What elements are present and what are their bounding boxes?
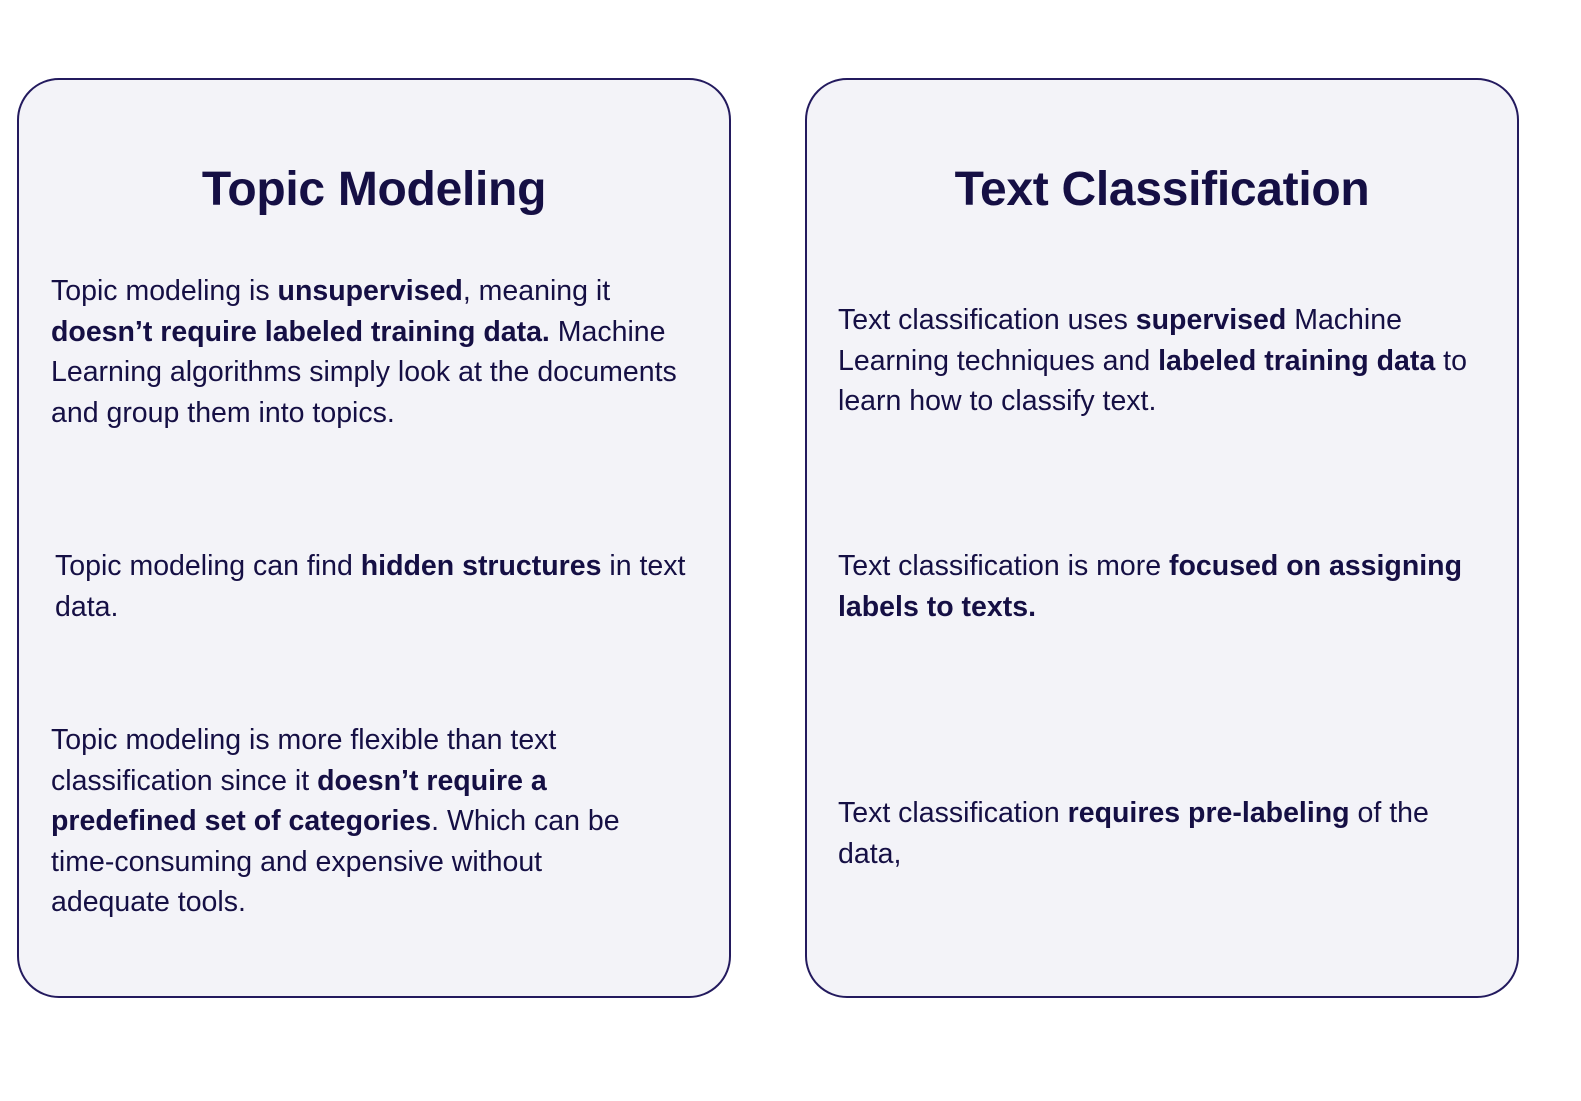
emphasis-run: focused on assigning labels to texts. bbox=[838, 550, 1462, 623]
text-run: Topic modeling can find bbox=[55, 550, 361, 582]
emphasis-run: unsupervised bbox=[277, 275, 463, 307]
emphasis-run: supervised bbox=[1135, 304, 1287, 336]
emphasis-run: hidden structures bbox=[360, 550, 602, 582]
topic-modeling-point-hidden-structures bbox=[55, 546, 705, 627]
text-run: Text classification is more bbox=[838, 550, 1170, 582]
text-run: , meaning it bbox=[462, 275, 611, 307]
text-run: Text classification bbox=[838, 797, 1068, 829]
topic-modeling-title: Topic Modeling bbox=[201, 163, 547, 216]
text-classification-point-focused bbox=[838, 546, 1498, 627]
text-run: in text data. bbox=[55, 550, 686, 623]
text-run: of the data, bbox=[838, 797, 1429, 870]
text-run: Topic modeling is more flexible than text classification since it bbox=[51, 724, 557, 797]
text-run: Text classification uses bbox=[838, 304, 1136, 336]
text-classification-title: Text Classification bbox=[954, 163, 1370, 216]
topic-modeling-card bbox=[17, 78, 731, 998]
text-classification-point-supervised bbox=[838, 300, 1488, 422]
text-classification-point-pre-labeling bbox=[838, 793, 1488, 874]
emphasis-run: labeled training data bbox=[1158, 344, 1436, 377]
text-run: Machine Learning techniques and bbox=[838, 304, 1402, 377]
text-run: Machine Learning algorithms simply look at the documents and group them into topics. bbox=[51, 315, 677, 429]
text-classification-card bbox=[805, 78, 1519, 998]
text-run: Topic modeling is bbox=[51, 275, 278, 307]
text-run: to learn how to classify text. bbox=[838, 344, 1467, 417]
text-run: . Which can be time-consuming and expensive without adequate tools. bbox=[51, 805, 620, 918]
topic-modeling-point-flexible bbox=[51, 720, 651, 923]
emphasis-run: doesn’t require labeled training data. bbox=[51, 315, 550, 348]
emphasis-run: requires pre-labeling bbox=[1067, 797, 1350, 829]
topic-modeling-point-unsupervised bbox=[51, 271, 711, 433]
emphasis-run: doesn’t require a predefined set of categories bbox=[51, 764, 547, 837]
